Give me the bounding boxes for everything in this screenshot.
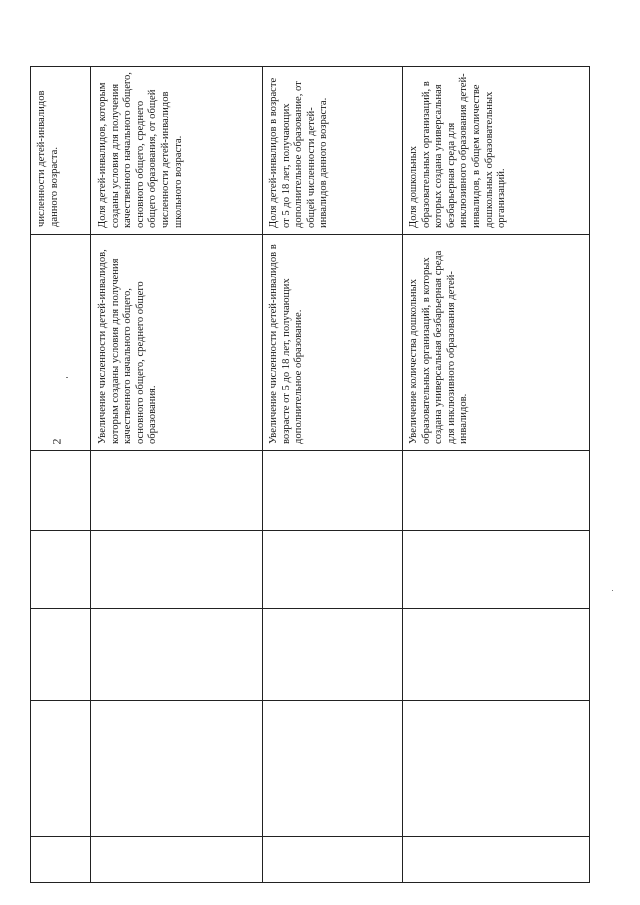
row-divider xyxy=(30,700,590,701)
row-divider xyxy=(30,450,590,451)
row-divider xyxy=(30,530,590,531)
column-divider xyxy=(402,66,403,883)
row-divider xyxy=(30,836,590,837)
table-row-1-indicator: численности детей-инвалидов данного возраста. xyxy=(36,90,60,227)
row-divider xyxy=(30,608,590,609)
column-divider xyxy=(262,66,263,883)
row-divider xyxy=(30,234,590,235)
table-row-3-indicator: Доля детей-инвалидов в возрасте от 5 до 18 лет, получающих дополнительное образование, от общей численности детей-инвалидов данного возраста. xyxy=(268,77,330,228)
scan-mark xyxy=(66,377,68,378)
table-row-4-indicator: Доля дошкольных образовательных организаций, в которых создана универсальная безбарьерная среда для инклюзивного образования детей-инвалидов, в общем количестве дошкольных образовательных организаций. xyxy=(408,73,508,228)
table-row-2-indicator: Доля детей-инвалидов, которым созданы условия для получения качественного начального общего, основного общего, среднего общего образования, от общей численности детей-инвалидов школьного возраста. xyxy=(97,72,184,228)
scan-mark xyxy=(612,590,613,591)
table-row-2-activity: Увеличение численности детей-инвалидов, которым созданы условия для получения качественного начального общего, основного общего, среднего общего образования. xyxy=(97,249,159,444)
table-row-3-activity: Увеличение численности детей-инвалидов в возрасте от 5 до 18 лет, получающих дополнительное образование. xyxy=(268,244,305,444)
column-divider xyxy=(90,66,91,883)
table-row-4-activity: Увеличение количества дошкольных образовательных организаций, в которых создана универсальная безбарьерная среда для инклюзивного образования детей-инвалидов. xyxy=(408,250,470,444)
page-number: 2 xyxy=(49,438,64,445)
